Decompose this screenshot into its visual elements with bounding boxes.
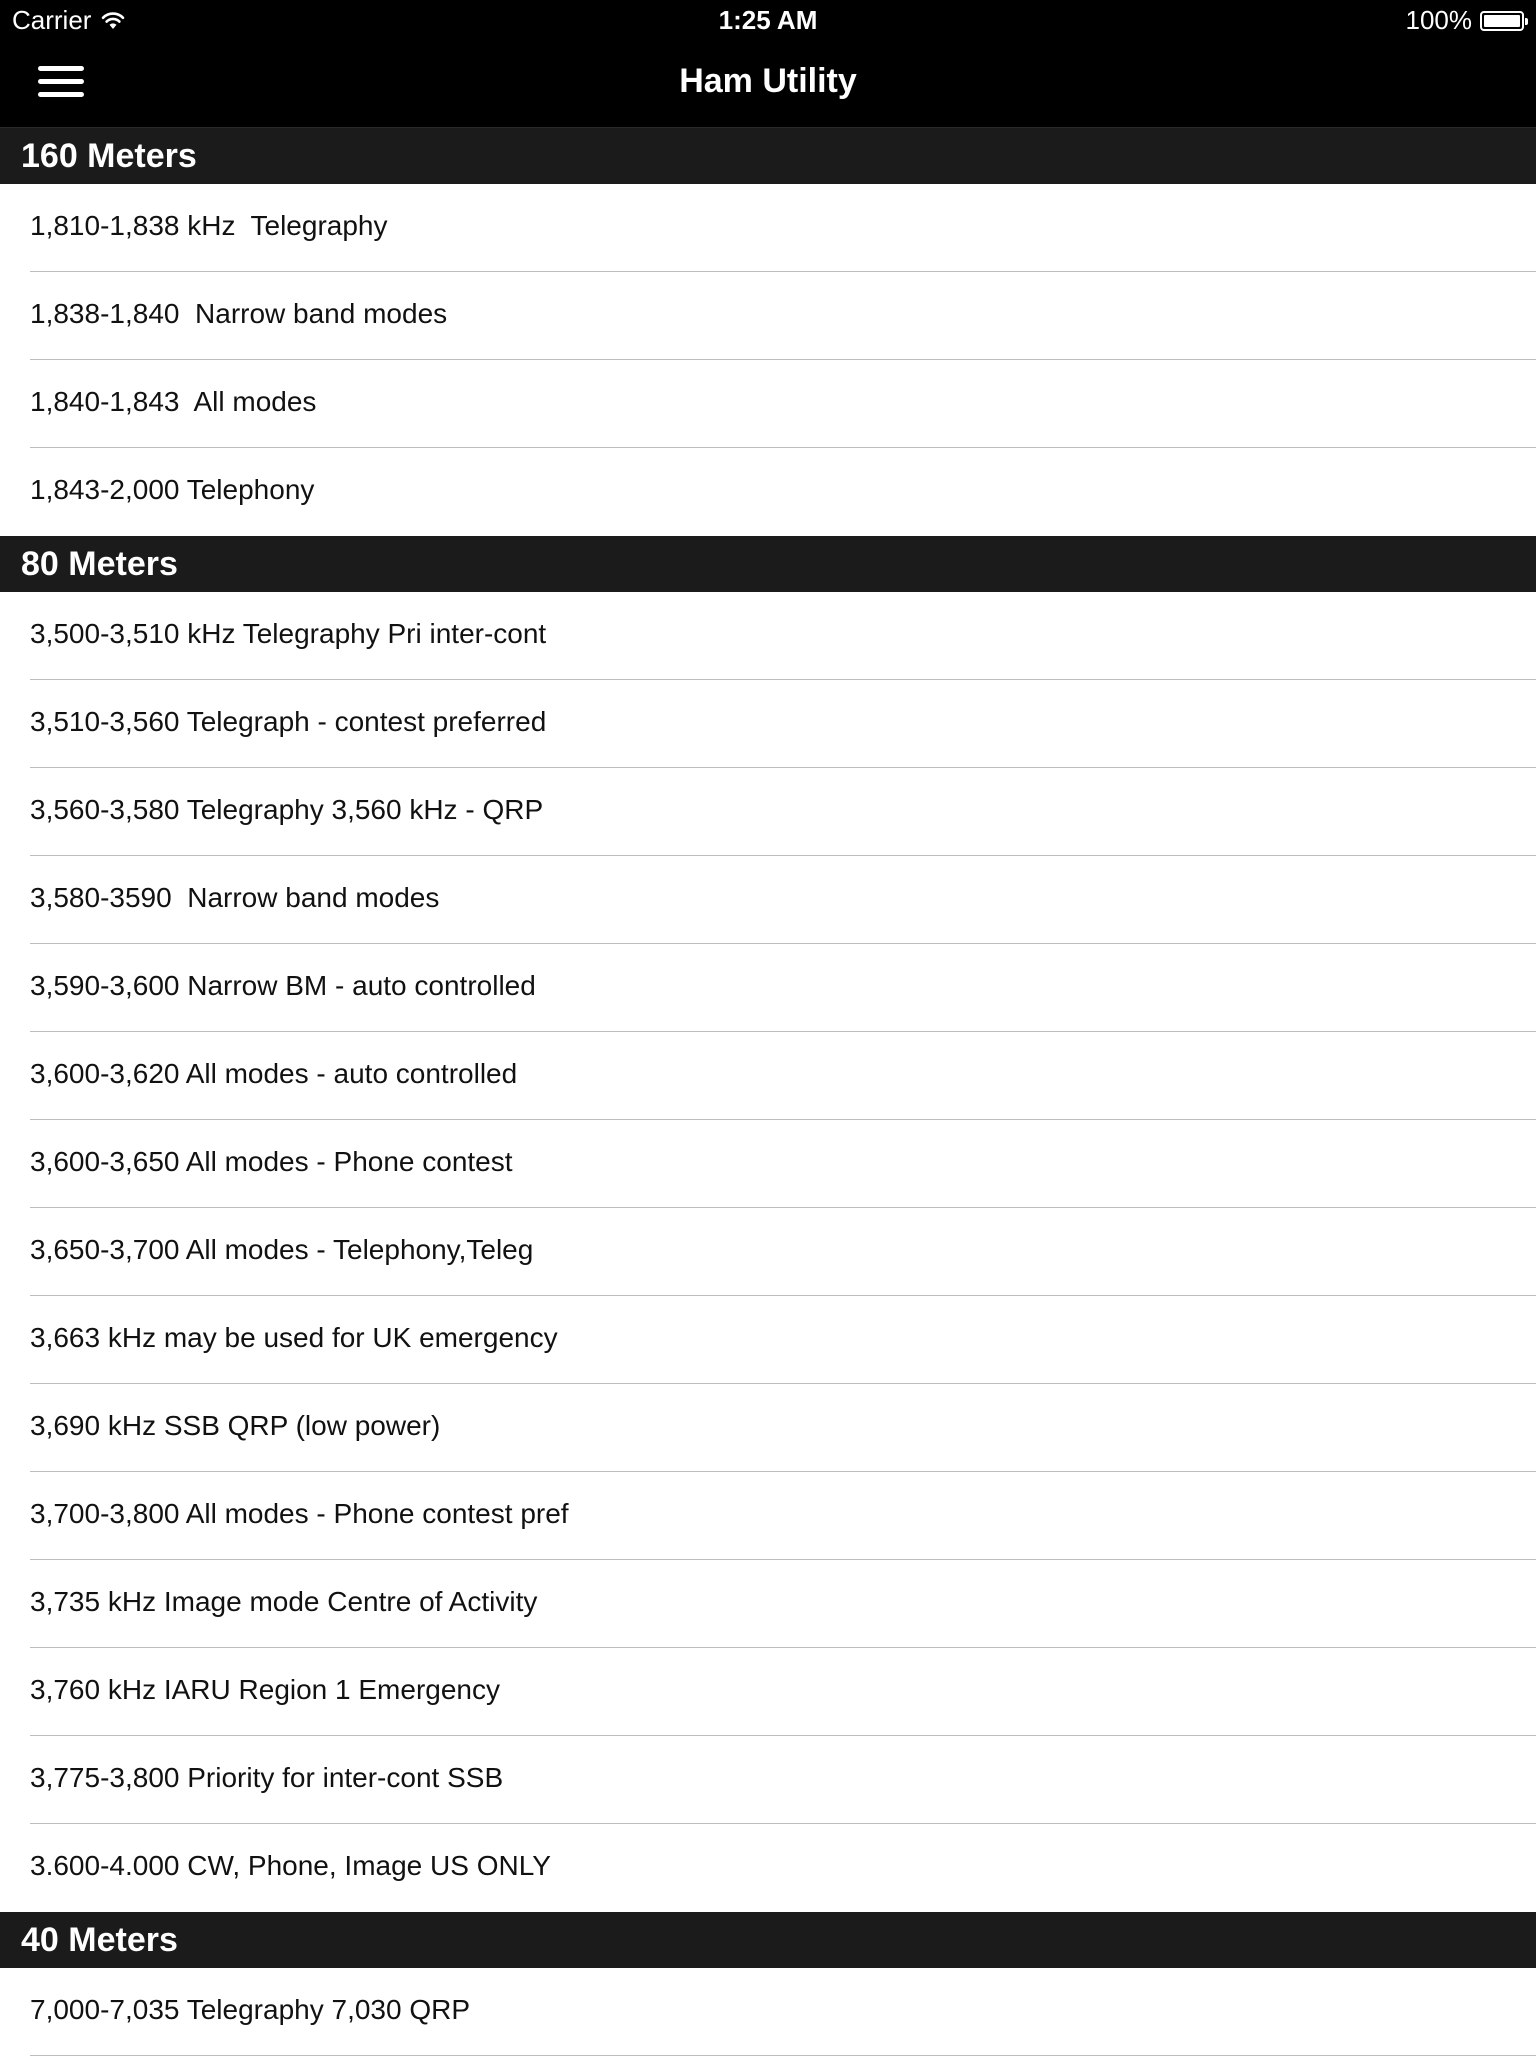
list-item-label: 3,775-3,800 Priority for inter-cont SSB (30, 1762, 504, 1793)
list-item[interactable] (0, 1032, 1536, 1120)
list-item[interactable] (0, 184, 1536, 272)
battery-percent: 100% (1405, 5, 1472, 35)
list-item-label: 3,580-3590 Narrow band modes (30, 882, 440, 913)
section-header-160m: 160 Meters (0, 128, 1536, 184)
list-item-label: 3,735 kHz Image mode Centre of Activity (30, 1586, 538, 1617)
list-item-label: 3,590-3,600 Narrow BM - auto controlled (30, 970, 536, 1001)
list-item-label: 3,600-3,650 All modes - Phone contest (30, 1146, 513, 1177)
status-time: 1:25 AM (718, 5, 818, 35)
list-item-label: 7,000-7,035 Telegraphy 7,030 QRP (30, 1994, 471, 2025)
list-item-label: 3,650-3,700 All modes - Telephony,Teleg (30, 1234, 534, 1265)
battery-icon (1480, 11, 1524, 31)
list-item-label: 3.600-4.000 CW, Phone, Image US ONLY (30, 1850, 551, 1881)
list-item-label: 1,843-2,000 Telephony (30, 474, 315, 505)
list-item[interactable] (0, 1560, 1536, 1648)
list-item[interactable] (0, 1384, 1536, 1472)
list-item[interactable] (0, 680, 1536, 768)
list-item[interactable] (0, 272, 1536, 360)
band-plan-list[interactable] (0, 128, 1536, 2056)
list-item-label: 1,838-1,840 Narrow band modes (30, 298, 448, 329)
list-item[interactable] (0, 1296, 1536, 1384)
list-item[interactable] (0, 1208, 1536, 1296)
list-item[interactable] (0, 768, 1536, 856)
list-item-label: 3,663 kHz may be used for UK emergency (30, 1322, 558, 1353)
list-item-label: 3,500-3,510 kHz Telegraphy Pri inter-cont (30, 618, 547, 649)
list-item-label: 1,810-1,838 kHz Telegraphy (30, 210, 388, 241)
list-item[interactable] (0, 944, 1536, 1032)
list-item[interactable] (0, 1824, 1536, 1912)
list-item[interactable] (0, 1472, 1536, 1560)
status-bar (0, 0, 1536, 40)
list-item-label: 3,690 kHz SSB QRP (low power) (30, 1410, 441, 1441)
list-item-label: 3,510-3,560 Telegraph - contest preferred (30, 706, 547, 737)
list-item[interactable] (0, 360, 1536, 448)
list-item-label: 3,560-3,580 Telegraphy 3,560 kHz - QRP (30, 794, 544, 825)
list-item[interactable] (0, 592, 1536, 680)
list-item[interactable] (0, 1968, 1536, 2056)
list-item[interactable] (0, 1736, 1536, 1824)
list-item[interactable] (0, 1648, 1536, 1736)
list-item[interactable] (0, 1120, 1536, 1208)
list-item[interactable] (0, 856, 1536, 944)
list-item[interactable] (0, 448, 1536, 536)
list-item-label: 3,760 kHz IARU Region 1 Emergency (30, 1674, 500, 1705)
page-title: Ham Utility (679, 62, 857, 100)
section-header-80m: 80 Meters (0, 536, 1536, 592)
nav-bar (0, 40, 1536, 128)
list-item-label: 3,600-3,620 All modes - auto controlled (30, 1058, 518, 1089)
battery-indicator (1406, 5, 1525, 36)
carrier-label: Carrier (12, 5, 92, 35)
section-header-40m: 40 Meters (0, 1912, 1536, 1968)
list-item-label: 1,840-1,843 All modes (30, 386, 317, 417)
list-item-label: 3,700-3,800 All modes - Phone contest pref (30, 1498, 569, 1529)
